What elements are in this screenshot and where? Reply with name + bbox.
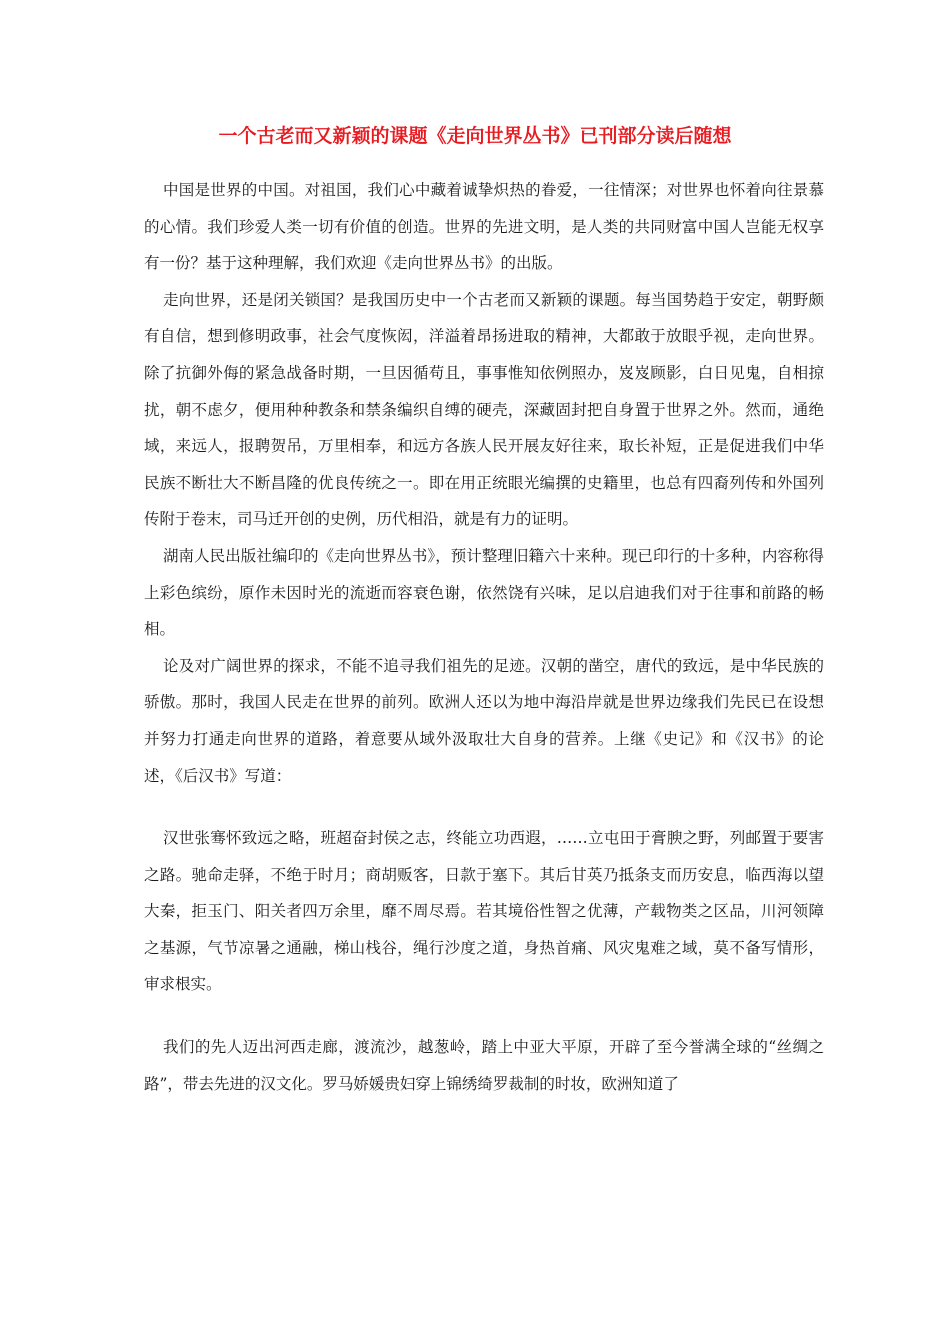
document-title: 一个古老而又新颖的课题《走向世界丛书》已刊部分读后随想: [218, 125, 732, 147]
paragraph-4: 论及对广阔世界的探求，不能不追寻我们祖先的足迹。汉朝的凿空，唐代的致远，是中华民族的骄傲。那时，我国人民走在世界的前列。欧洲人还以为地中海沿岸就是世界边缘我们先民已在设想并努力打通走向世界的道路，着意要从域外汲取壮大自身的营养。上继《史记》和《汉书》的论述，《后汉书》写道：: [144, 656, 824, 785]
paragraph-2: 走向世界，还是闭关锁国？是我国历史中一个古老而又新颖的课题。每当国势趋于安定，朝野颇有自信，想到修明政事，社会气度恢闳，洋溢着昂扬进取的精神，大都敢于放眼乎视，走向世界。除了抗御外侮的紧急战备时期，一旦因循苟且，事事惟知依例照办，岌岌顾影，白日见鬼，自相掠扰，朝不虑夕，便用种种教条和禁条编织自缚的硬壳，深藏固封把自身置于世界之外。然而，通绝域，来远人，报聘贺吊，万里相奉，和远方各族人民开展友好往来，取长补短，正是促进我们中华民族不断壮大不断昌隆的优良传统之一。即在用正统眼光编撰的史籍里，也总有四裔列传和外国列传附于卷末，司马迁开创的史例，历代相沿，就是有力的证明。: [144, 290, 824, 529]
paragraph-5: 我们的先人迈出河西走廊，渡流沙，越葱岭，踏上中亚大平原，开辟了至今誉满全球的“丝绸之路”，带去先进的汉文化。罗马娇媛贵妇穿上锦绣绮罗裁制的时妆，欧洲知道了: [144, 1038, 824, 1093]
document-body: [144, 172, 824, 1102]
quotation-block: 汉世张骞怀致远之略，班超奋封侯之志，终能立功西遐，……立屯田于膏腴之野，列邮置于要害之路。驰命走驿，不绝于时月；商胡贩客，日款于塞下。其后甘英乃抵条支而历安息，临西海以望大秦，拒玉门、阳关者四万余里，靡不周尽焉。若其境俗性智之优薄，产载物类之区品，川河领障之基源，气节凉暑之通融，梯山栈谷，绳行沙度之道，身热首痛、风灾鬼难之域，莫不备写情形，审求根实。: [144, 829, 824, 994]
paragraph-3: 湖南人民出版社编印的《走向世界丛书》，预计整理旧籍六十来种。现已印行的十多种，内容称得上彩色缤纷，原作未因时光的流逝而容衰色谢，依然饶有兴味，足以启迪我们对于往事和前路的畅相。: [144, 546, 824, 639]
paragraph-1: 中国是世界的中国。对祖国，我们心中藏着诚挚炽热的眷爱，一往情深；对世界也怀着向往景慕的心情。我们珍爱人类一切有价值的创造。世界的先进文明，是人类的共同财富中国人岂能无权享有一份？基于这种理解，我们欢迎《走向世界丛书》的出版。: [144, 181, 824, 273]
